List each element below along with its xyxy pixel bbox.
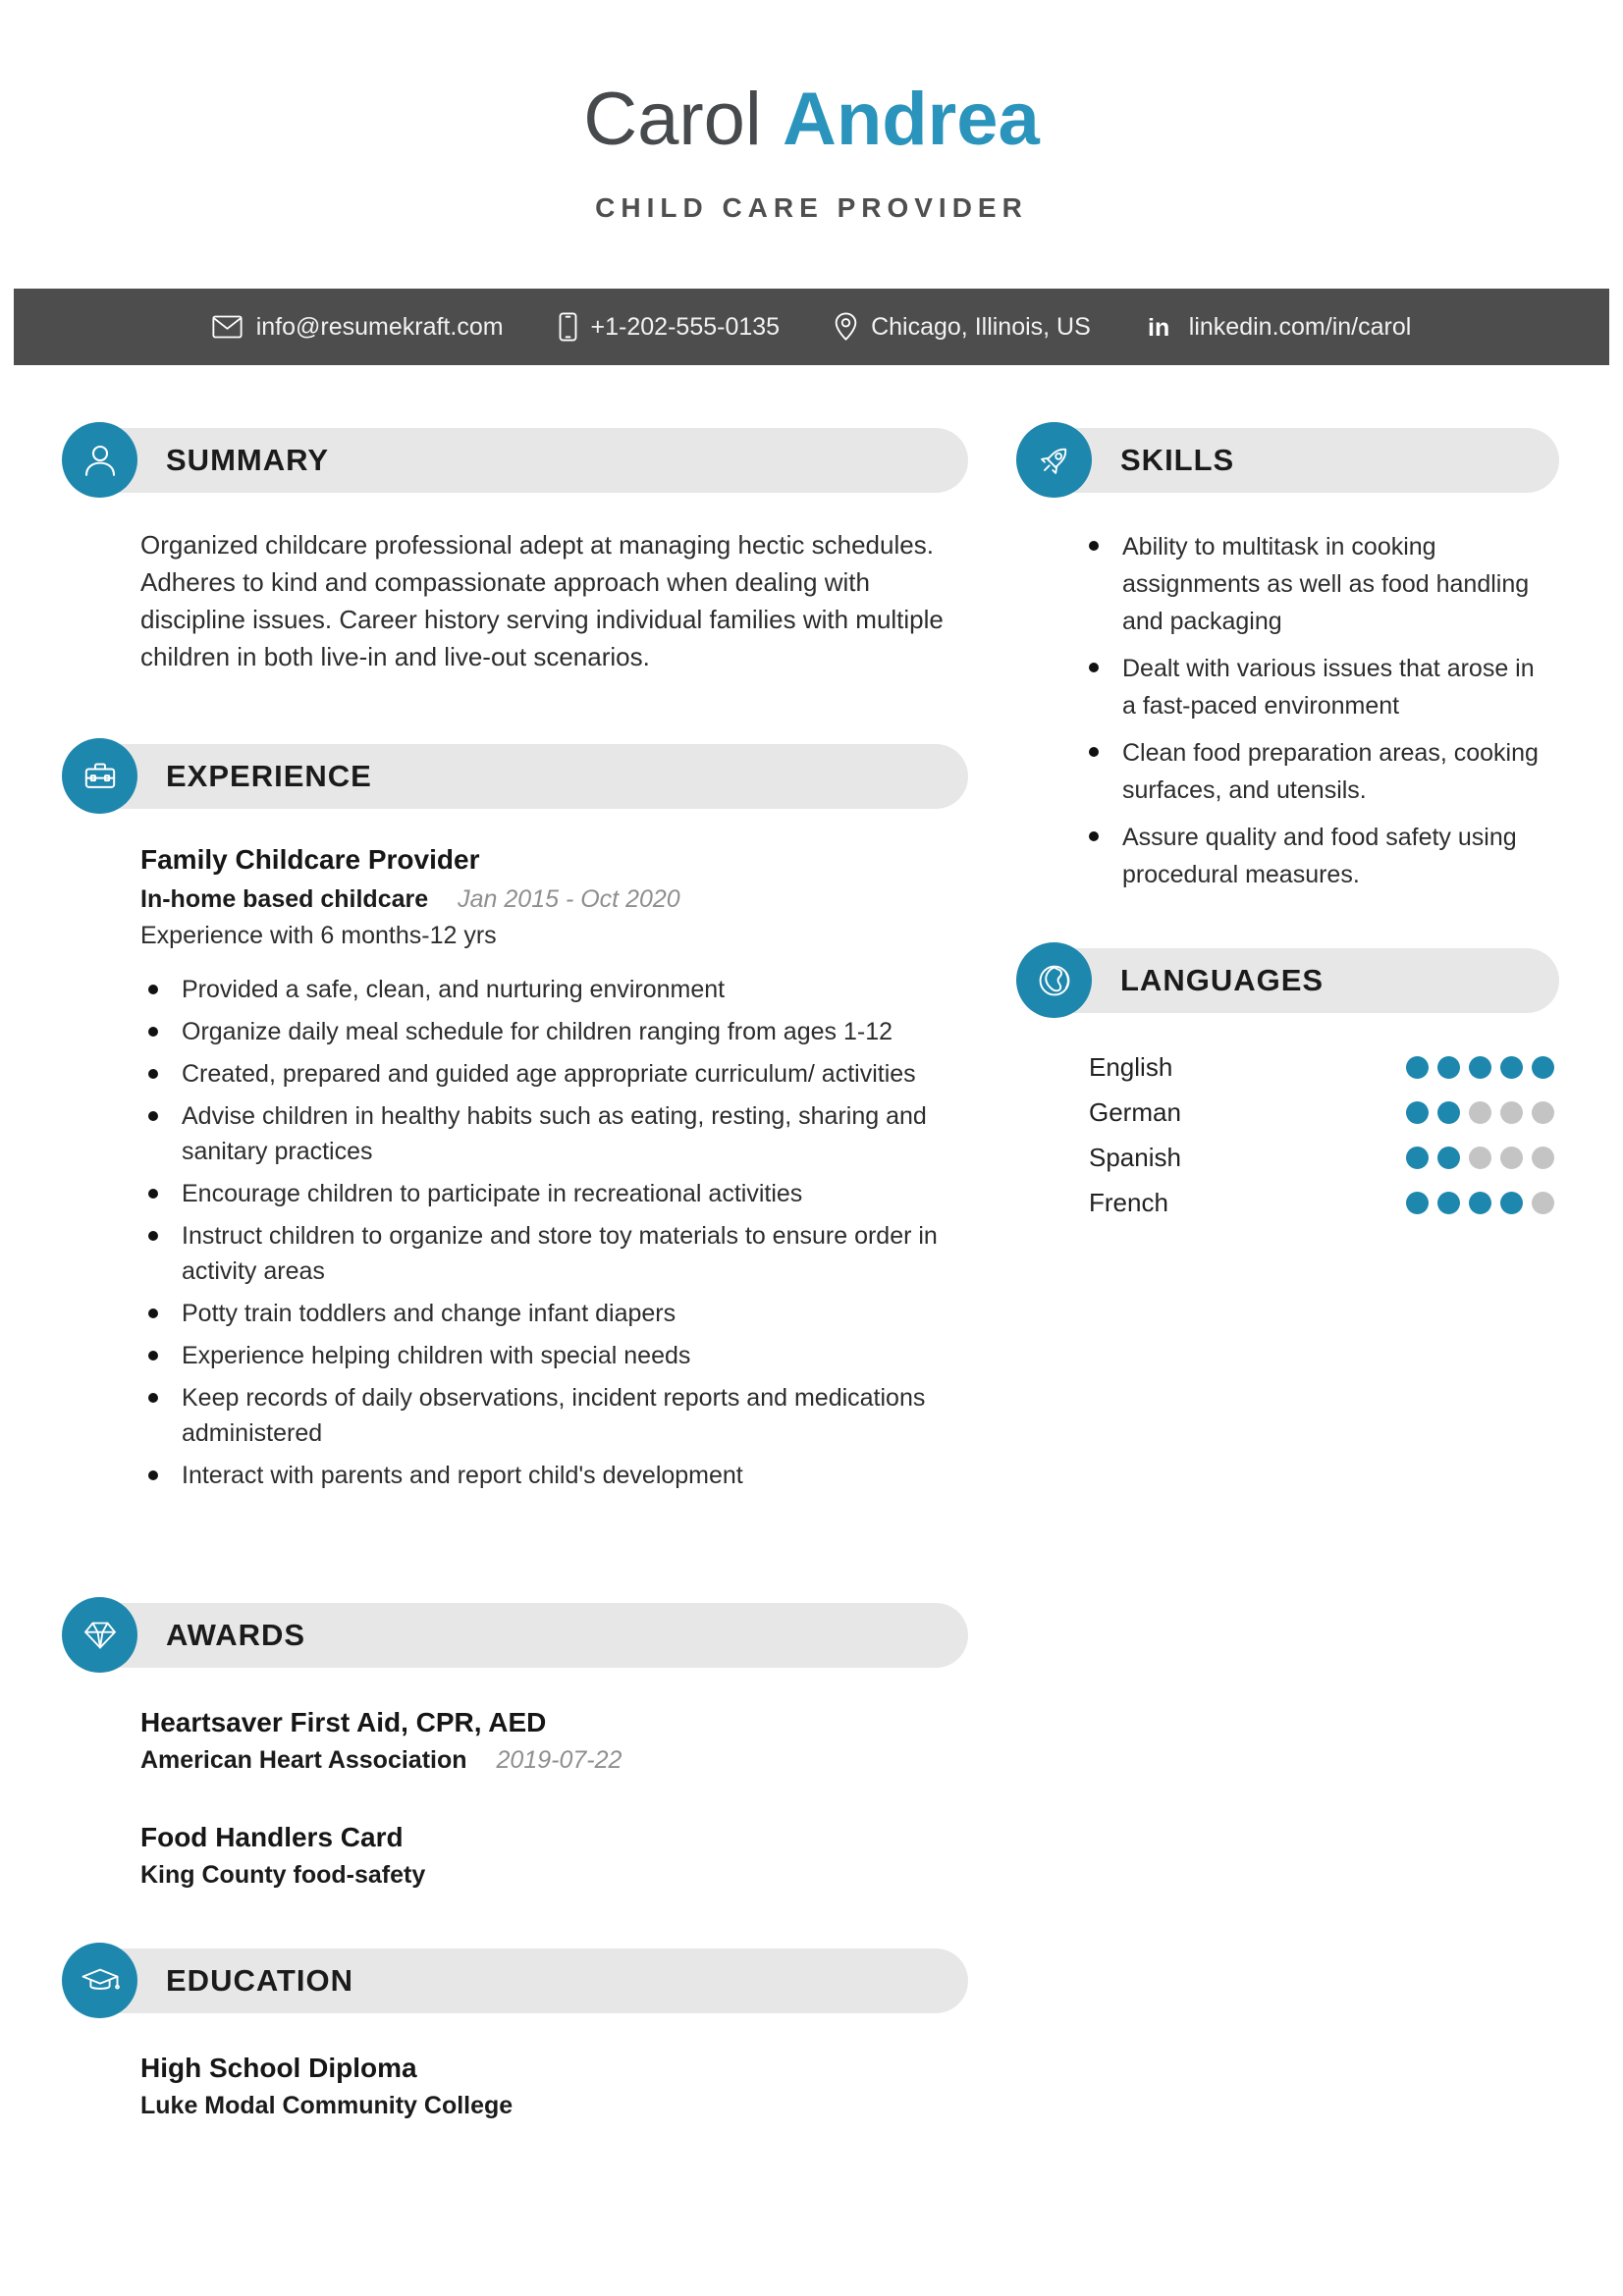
level-dot-filled <box>1437 1192 1460 1214</box>
phone-icon <box>559 312 577 342</box>
level-dot-filled <box>1406 1147 1429 1169</box>
level-dot-empty <box>1532 1101 1554 1124</box>
level-dot-filled <box>1500 1056 1523 1079</box>
language-name: English <box>1089 1052 1173 1082</box>
education-list <box>64 2053 968 2120</box>
award-entry <box>64 1707 968 1775</box>
svg-text:in: in <box>1147 314 1170 341</box>
level-dot-filled <box>1406 1101 1429 1124</box>
summary-heading: SUMMARY <box>166 443 330 477</box>
level-dot-filled <box>1406 1056 1429 1079</box>
left-column <box>64 428 968 2120</box>
language-name: Spanish <box>1089 1143 1181 1172</box>
level-dot-filled <box>1532 1056 1554 1079</box>
summary-header-pill <box>64 428 968 493</box>
contact-bar <box>14 289 1609 365</box>
contact-phone-text: +1-202-555-0135 <box>590 312 781 341</box>
person-name <box>0 77 1623 162</box>
education-meta <box>140 2092 968 2120</box>
award-meta <box>140 1746 968 1775</box>
experience-bullet: Experience helping children with special needs <box>182 1338 977 1373</box>
language-row <box>1089 1052 1554 1083</box>
language-name: French <box>1089 1188 1168 1217</box>
languages-heading: LANGUAGES <box>1120 963 1325 997</box>
experience-bullet-list <box>182 972 968 1493</box>
language-level-dots <box>1406 1056 1554 1079</box>
level-dot-empty <box>1500 1101 1523 1124</box>
person-icon <box>62 422 137 498</box>
skills-heading: SKILLS <box>1120 443 1235 477</box>
job-meta <box>140 885 968 914</box>
experience-heading: EXPERIENCE <box>166 759 372 793</box>
level-dot-filled <box>1437 1056 1460 1079</box>
level-dot-empty <box>1532 1147 1554 1169</box>
education-entry <box>64 2053 968 2120</box>
experience-bullet: Instruct children to organize and store toy materials to ensure order in activity areas <box>182 1218 977 1289</box>
education-heading: EDUCATION <box>166 1963 353 1998</box>
award-org: American Heart Association <box>140 1746 467 1774</box>
contact-linkedin <box>1146 313 1412 342</box>
section-skills <box>1018 428 1559 893</box>
experience-bullet: Interact with parents and report child's development <box>182 1458 977 1493</box>
skills-bullet-list <box>1122 528 1559 893</box>
skill-bullet: Assure quality and food safety using procedural measures. <box>1122 819 1546 893</box>
experience-bullet: Created, prepared and guided age appropriate curriculum/ activities <box>182 1056 977 1092</box>
skill-bullet: Ability to multitask in cooking assignments as well as food handling and packaging <box>1122 528 1546 640</box>
graduation-cap-icon <box>62 1943 137 2018</box>
awards-list <box>64 1707 968 1890</box>
level-dot-filled <box>1469 1056 1491 1079</box>
briefcase-icon <box>62 738 137 814</box>
contact-email <box>212 313 504 342</box>
skills-header-pill <box>1018 428 1559 493</box>
section-experience <box>64 744 968 1493</box>
awards-header-pill <box>64 1603 968 1668</box>
award-title: Food Handlers Card <box>140 1822 404 1852</box>
section-languages <box>1018 948 1559 1218</box>
language-row <box>1089 1097 1554 1128</box>
award-title: Heartsaver First Aid, CPR, AED <box>140 1707 547 1737</box>
experience-bullet: Provided a safe, clean, and nurturing environment <box>182 972 977 1007</box>
language-level-dots <box>1406 1192 1554 1214</box>
level-dot-filled <box>1437 1101 1460 1124</box>
section-summary <box>64 428 968 675</box>
mail-icon <box>212 315 243 339</box>
experience-bullet: Keep records of daily observations, incident reports and medications administered <box>182 1380 977 1451</box>
experience-header-pill <box>64 744 968 809</box>
education-school: Luke Modal Community College <box>140 2092 514 2119</box>
level-dot-filled <box>1406 1192 1429 1214</box>
award-org: King County food-safety <box>140 1861 426 1889</box>
contact-linkedin-text-label: Chicago, Illinois, US <box>871 312 1091 341</box>
languages-list <box>1018 1052 1559 1218</box>
job-heading: CHILD CARE PROVIDER <box>595 192 1028 223</box>
language-row <box>1089 1188 1554 1218</box>
diamond-icon <box>62 1597 137 1673</box>
experience-bullet: Organize daily meal schedule for children ranging from ages 1-12 <box>182 1014 977 1049</box>
contact-location <box>835 312 1091 342</box>
job-company: In-home based childcare <box>140 885 429 913</box>
language-level-dots <box>1406 1147 1554 1169</box>
section-awards <box>64 1603 968 1890</box>
level-dot-empty <box>1469 1101 1491 1124</box>
language-row <box>1089 1143 1554 1173</box>
skill-bullet: Dealt with various issues that arose in a fast-paced environment <box>1122 650 1546 724</box>
level-dot-filled <box>1437 1147 1460 1169</box>
contact-phone <box>559 312 781 342</box>
level-dot-empty <box>1469 1147 1491 1169</box>
globe-icon <box>1016 942 1092 1018</box>
rocket-icon <box>1016 422 1092 498</box>
education-degree: High School Diploma <box>140 2053 417 2083</box>
award-entry <box>64 1822 968 1890</box>
level-dot-empty <box>1532 1192 1554 1214</box>
level-dot-empty <box>1500 1147 1523 1169</box>
job-title: Family Childcare Provider <box>140 844 480 875</box>
languages-header-pill <box>1018 948 1559 1013</box>
job-note: Experience with 6 months-12 yrs <box>140 922 497 949</box>
right-column <box>1018 428 1559 1233</box>
summary-text: Organized childcare professional adept at managing hectic schedules. Adheres to kind and compassionate approach when dealing with discipline issues. Career history serving individual families with multiple children in both live-in and live-out scenarios. <box>140 530 944 671</box>
linkedin-icon <box>1146 313 1175 341</box>
experience-bullet: Advise children in healthy habits such as eating, resting, sharing and sanitary practices <box>182 1098 977 1169</box>
section-education <box>64 1949 968 2120</box>
experience-bullet: Encourage children to participate in recreational activities <box>182 1176 977 1211</box>
level-dot-filled <box>1500 1192 1523 1214</box>
education-header-pill <box>64 1949 968 2013</box>
contact-linkedin-text: linkedin.com/in/carol <box>1188 312 1412 341</box>
skill-bullet: Clean food preparation areas, cooking surfaces, and utensils. <box>1122 734 1546 809</box>
last-name: Andrea <box>782 78 1040 161</box>
award-meta <box>140 1861 968 1890</box>
job-dates: Jan 2015 - Oct 2020 <box>458 885 680 913</box>
level-dot-filled <box>1469 1192 1491 1214</box>
contact-email-text: info@resumekraft.com <box>255 312 504 341</box>
language-level-dots <box>1406 1101 1554 1124</box>
experience-bullet: Potty train toddlers and change infant diapers <box>182 1296 977 1331</box>
language-name: German <box>1089 1097 1181 1127</box>
first-name: Carol <box>583 78 783 161</box>
awards-heading: AWARDS <box>166 1618 306 1652</box>
location-pin-icon <box>835 312 857 342</box>
award-date: 2019-07-22 <box>496 1746 622 1774</box>
